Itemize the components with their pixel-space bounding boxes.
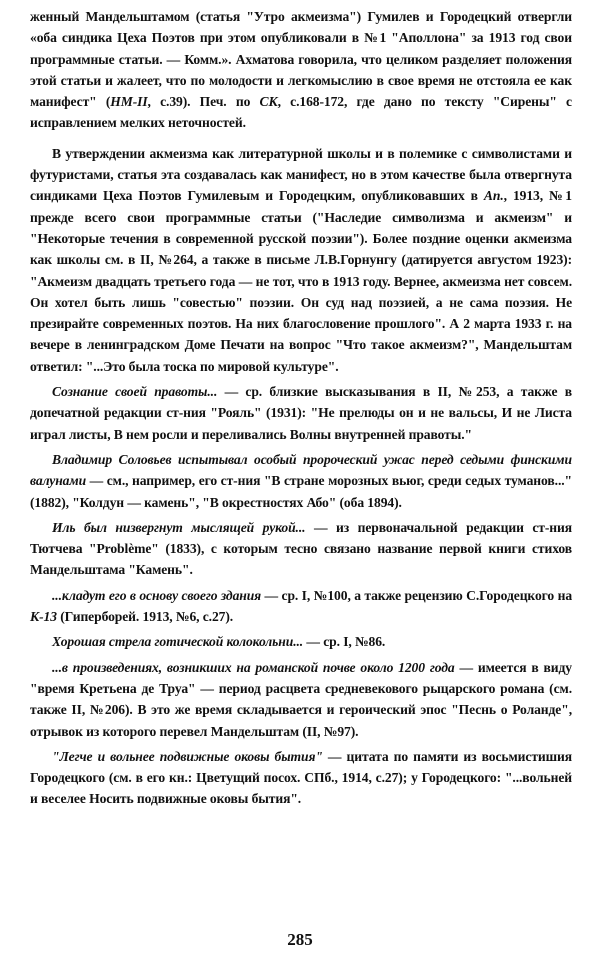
italic-run: ...кладут его в основу своего здания: [52, 587, 262, 603]
italic-run: К-13: [30, 609, 57, 625]
note-osnovu: [30, 585, 572, 628]
italic-run: НМ-II: [110, 94, 148, 110]
text-run: В утверждении акмеизма как литературной школы и в полемике с символистами и футуристами, статья эта создавалась как манифест, но в этом качестве была отвергнута синдиками Цеха Поэтов Гумилевым и Городецким, опубликовавших в: [30, 145, 572, 204]
text-run: женный Мандельштамом (статья "Утро акмеизма") Гумилев и Городецкий отвергли «оба синдика Цеха Поэтов при этом опубликовали в №1 "Аполлона" за 1913 год свои программные статьи. — Комм.». Ахматова говорила, что целиком разделяет положения этой статьи и жалеет, что по молодости и легкомыслию в свое время не отстояла ее как манифест" (: [30, 9, 572, 110]
text-run: — цитата по памяти из восьмистишия Городецкого (см. в его кн.: Цветущий посох. СПб., 1914, с.27); у Городецкого: "...вольней и веселее Носить подвижные оковы бытия".: [30, 748, 572, 807]
italic-run: Сознание своей правоты...: [52, 384, 218, 400]
text-run: — из первоначальной редакции ст-ния Тютчева "Problème" (1833), с которым тесно связано название первой книги стихов Мандельштама "Камень".: [30, 519, 572, 578]
text-run: — см., например, его ст-ния "В стране морозных вьюг, среди седых туманов..." (1882), "Колдун — камень", "В окрестностях Або" (оба 1894).: [30, 473, 572, 510]
text-run: , с.39). Печ. по: [147, 94, 260, 110]
commentary-text: [30, 6, 572, 810]
note-legche: [30, 746, 572, 810]
note-solovyov: [30, 449, 572, 513]
note-tyutchev: [30, 517, 572, 581]
text-run: (Гиперборей. 1913, №6, с.27).: [56, 609, 234, 625]
note-soznanie: [30, 381, 572, 445]
text-run: — имеется в виду "время Кретьена де Труа" — период расцвета средневекового рыцарского романа (см. также II, №206). В это же время складывается и героический эпос "Песнь о Роланде", отрывок из которого перевел Мандельштам (II, №97).: [30, 659, 572, 739]
text-run: — ср. I, №100, а также рецензию С.Городецкого на: [261, 587, 573, 603]
paragraph-acmeism-manifesto: [30, 143, 572, 377]
text-run: — ср. близкие высказывания в II, №253, а также в допечатной редакции ст-ния "Рояль" (1931): "Не прелюды он и не вальсы, И не Листа играл листы, В нем росли и переливались Волны внутренней правоты.": [30, 384, 572, 442]
page-number: 285: [287, 930, 313, 949]
note-romanskoy: [30, 657, 572, 742]
italic-run: "Легче и вольнее подвижные оковы бытия": [52, 748, 323, 764]
italic-run: ...в произведениях, возникших на романской почве около 1200 года: [52, 659, 455, 675]
italic-run: Ап.: [483, 188, 504, 204]
text-run: , 1913, №1 прежде всего свои программные статьи ("Наследие символизма и акмеизм" и "Некоторые течения в современной русской поэзии"). Более поздние оценки акмеизма как школы см. в II, №264, а также в письме Л.В.Горнунгу (датируется августом 1923): "Акмеизм двадцать третьего года — не тот, что в 1913 году. Вернее, акмеизма нет совсем. Он хотел быть лишь "совестью" поэзии. Он суд над поэзией, а не сама поэзия. Не презирайте современных поэтов. На них благословение прошлого". А 2 марта 1933 г. на вечере в ленинградском Доме Печати на вопрос "Что такое акмеизм?", Мандельштам ответил: "...Это была тоска по мировой культуре".: [30, 188, 572, 374]
paragraph-continuation: [30, 6, 572, 134]
text-run: — ср. I, №86.: [303, 634, 386, 650]
note-strela: [30, 631, 572, 652]
italic-run: Владимир Соловьев испытывал особый пророческий ужас перед седыми финскими валунами: [30, 451, 572, 489]
text-run: , с.168-172, где дано по тексту "Сирены" с исправлением мелких неточностей.: [30, 94, 572, 131]
italic-run: Иль был низвергнут мыслящей рукой...: [52, 519, 306, 535]
italic-run: СК: [259, 94, 278, 110]
italic-run: Хорошая стрела готической колокольни...: [52, 634, 304, 650]
